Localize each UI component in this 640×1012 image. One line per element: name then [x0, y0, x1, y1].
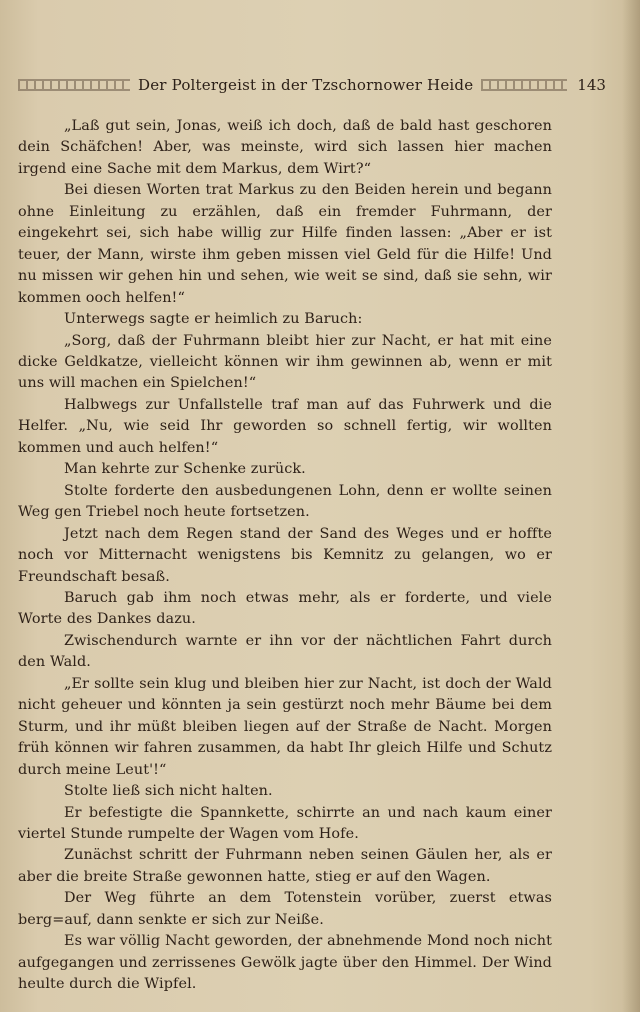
paragraph: Baruch gab ihm noch etwas mehr, als er forderte, und viele Worte des Dankes dazu. [18, 589, 552, 628]
paragraph: Unterwegs sagte er heimlich zu Baruch: [64, 311, 363, 328]
page-number: 143 [577, 76, 606, 94]
paragraph: Zunächst schritt der Fuhrmann neben seinen Gäulen her, als er aber die breite Straße gewonnen hatte, stieg er auf den Wagen. [18, 847, 552, 885]
body-text [18, 116, 552, 996]
page-edge-shadow [622, 0, 640, 1012]
paragraph: „Sorg, daß der Fuhrmann bleibt hier zur Nacht, er hat mit eine dicke Geldkatze, vielleicht können wir ihm gewinnen ab, wenn er mit uns will machen ein Spielchen!“ [18, 332, 552, 392]
paragraph: Er befestigte die Spannkette, schirrte an und nach kaum einer viertel Stunde rumpelte der Wagen vom Hofe. [18, 804, 552, 842]
paragraph: Bei diesen Worten trat Markus zu den Beiden herein und begann ohne Einleitung zu erzählen, daß ein fremder Fuhrmann, der eingekehrt sei, sich habe willig zur Hilfe finden lassen: „Aber er ist teuer, der Mann, wirste ihm geben missen viel Geld für die Hilfe! Und nu missen wir gehen hin und sehen, wie weit se sind, daß sie sehn, wir kommen ooch helfen!“ [18, 182, 552, 306]
header-ornament-right [481, 79, 567, 91]
running-header [18, 74, 616, 96]
running-title: Der Poltergeist in der Tzschornower Heide [138, 76, 474, 94]
paragraph: Jetzt nach dem Regen stand der Sand des Weges und er hoffte noch vor Mitternacht wenigstens bis Kemnitz zu gelangen, wo er Freundschaft besaß. [18, 525, 552, 585]
paragraph: Der Weg führte an dem Totenstein vorüber, zuerst etwas berg=auf, dann senkte er sich zur Neiße. [18, 890, 552, 928]
paragraph: „Laß gut sein, Jonas, weiß ich doch, daß de bald hast geschoren dein Schäfchen! Aber, was meinste, wird sich lassen hier machen irgend eine Sache mit dem Markus, dem Wirt?“ [18, 118, 552, 177]
paragraph: Stolte ließ sich nicht halten. [64, 783, 273, 800]
paragraph: Zwischendurch warnte er ihn vor der nächtlichen Fahrt durch den Wald. [18, 632, 552, 671]
paragraph: Stolte forderte den ausbedungenen Lohn, denn er wollte seinen Weg gen Triebel noch heute fortsetzen. [18, 482, 552, 521]
paragraph: Man kehrte zur Schenke zurück. [64, 461, 306, 478]
paragraph: Halbwegs zur Unfallstelle traf man auf das Fuhrwerk und die Helfer. „Nu, wie seid Ihr geworden so schnell fertig, wir wollten kommen und auch helfen!“ [18, 396, 552, 456]
paragraph: „Er sollte sein klug und bleiben hier zur Nacht, ist doch der Wald nicht geheuer und könnten ja sein gestürzt noch mehr Bäume bei dem Sturm, und ihr müßt bleiben liegen auf der Straße de Nacht. Morgen früh können wir fahren zusammen, da habt Ihr gleich Hilfe und Schutz durch meine Leut'!“ [18, 675, 552, 778]
paragraph: Es war völlig Nacht geworden, der abnehmende Mond noch nicht aufgegangen und zerrissenes Gewölk jagte über den Himmel. Der Wind heulte durch die Wipfel. [18, 933, 552, 993]
header-ornament-left [18, 79, 130, 91]
